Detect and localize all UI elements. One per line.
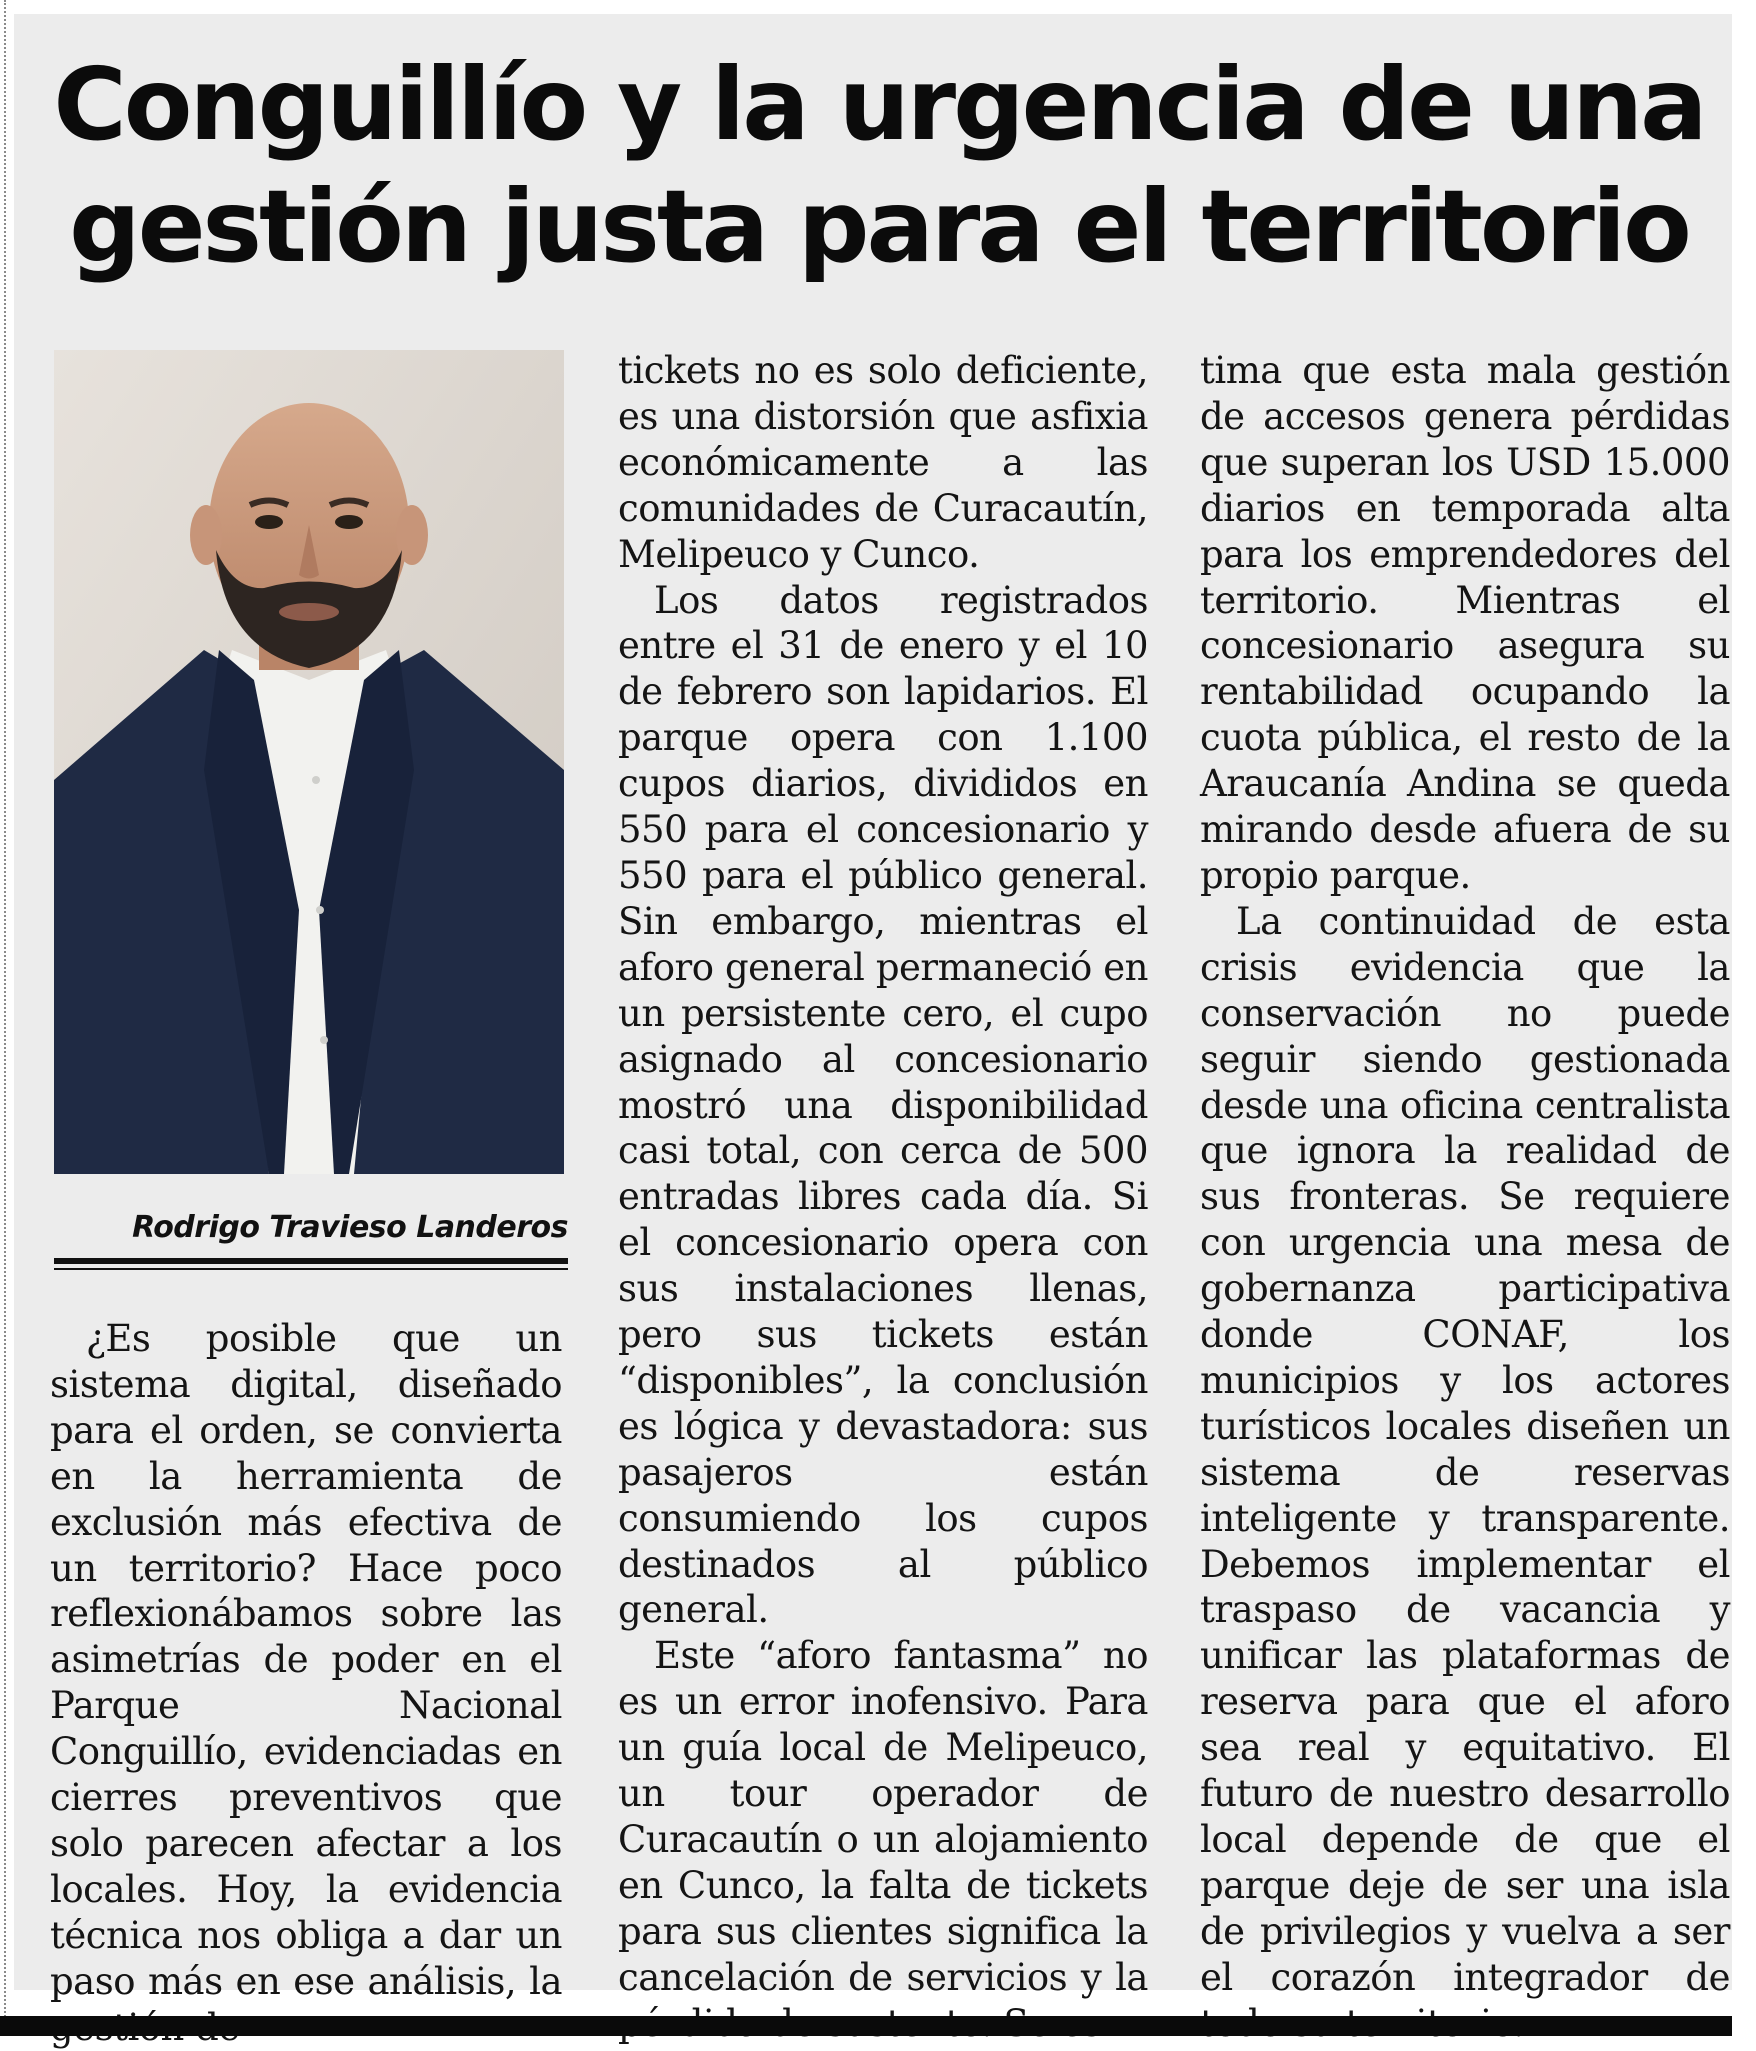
page-bottom-bar [0, 2016, 1732, 2036]
author-portrait [54, 350, 564, 1174]
text-column-3 [1200, 348, 1730, 2047]
paragraph-text: ¿Es posible que un sistema digital, diseñado para el orden, se convierta en la herramienta de exclusión más efectiva de un territorio? Hace poco reflexionábamos sobre las asimetrías de poder en el Parque Nacional Conguillío, evidenciadas en cierres preventivos que solo parecen afectar a los locales. Hoy, la evidencia técnica nos obliga a dar un paso más en ese análisis, la [50, 1317, 562, 2003]
author-byline: Rodrigo Travieso Landeros [132, 1210, 568, 1245]
text-column-1 [50, 1316, 562, 2051]
byline-rule-thick [54, 1258, 568, 1264]
article-clipping [14, 14, 1732, 2003]
paragraph-text: tima que esta mala gestión de accesos genera pérdidas que superan los USD 15.000 diarios en temporada alta para los emprendedores del territorio. Mientras el concesionario asegura su rentabilidad ocupando la cuota pública, el resto de la Araucanía Andina se queda mirando desde afuera de su propio parque. [1200, 349, 1730, 897]
byline-rule-thin [54, 1268, 568, 1270]
paragraph-text: Este “aforo fantasma” no es un error inofensivo. Para un guía local de Melipeuco, un tour operador de Curacautín o un alojamiento en Cunco, la falta de tickets para sus clientes significa la cancelación de servicios y la [618, 1634, 1148, 1999]
text-column-2 [618, 348, 1148, 2047]
paragraph-text: La continuidad de esta crisis evidencia que la conservación no puede seguir siendo gestionada desde una oficina centralista que ignora la realidad de sus fronteras. Se requiere con urgencia una mesa de gobernanza participativa donde CONAF, los municipios y los actores turísticos locales diseñen un sistema de reservas inteligente y transparente. Debemos implementar el traspaso de vacancia y unificar las plataformas de reserva para que el aforo sea real y equitativo. El futuro de nuestro desarrollo local depende de que el parque deje de ser una isla de privilegios y vuelva a ser el corazón integrador de [1200, 899, 1730, 1999]
author-portrait-illustration [54, 350, 564, 1174]
paragraph-text: Los datos registrados entre el 31 de enero y el 10 de febrero son lapidarios. El parque opera con 1.100 cupos diarios, divididos en 550 para el concesionario y 550 para el público general. Sin embargo, mientras el aforo general permaneció en un persistente cero, el cupo asignado al concesionario mostró una disponibilidad casi total, con cerca de 500 entradas libres cada día. Si el concesionario opera con sus instalaciones llenas, pero sus tickets están “disponibles”, la conclusión es lógica y devastadora: sus pasajeros están consumiendo los cupos destinados al público general. [618, 578, 1148, 1632]
paragraph-text: tickets no es solo deficiente, es una distorsión que asfixia económicamente a las comunidades de Curacautín, Melipeuco y Cunco. [618, 349, 1148, 576]
headline: Conguillío y la urgencia de una gestión justa para el territorio [53, 46, 1705, 285]
cut-line [4, 0, 6, 2036]
